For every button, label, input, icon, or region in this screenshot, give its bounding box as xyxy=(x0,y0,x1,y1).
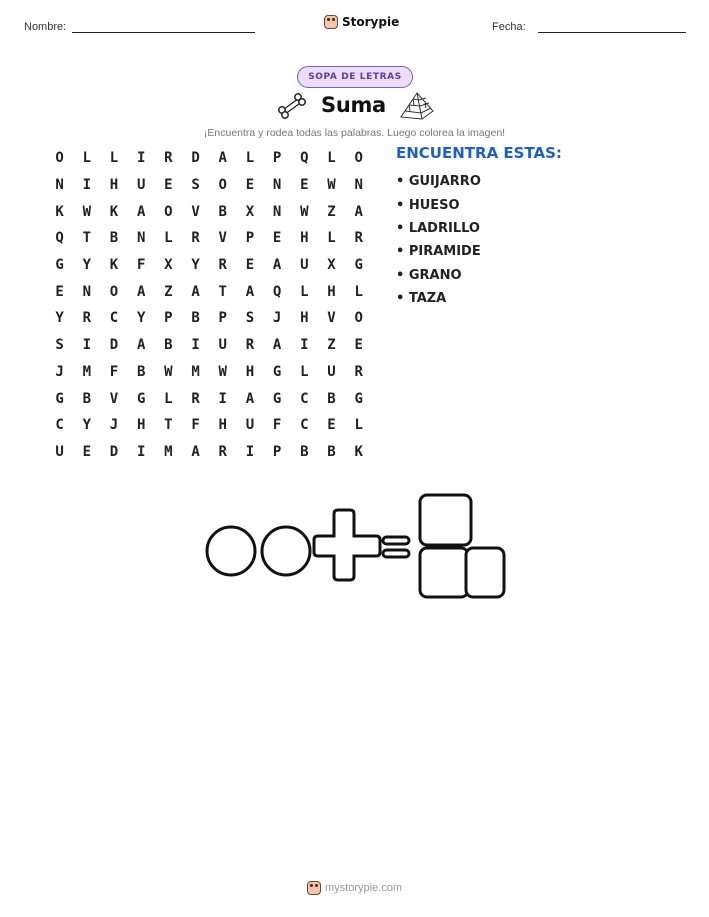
grid-cell[interactable]: B xyxy=(218,203,227,220)
grid-cell[interactable]: E xyxy=(245,257,255,274)
grid-cell[interactable]: Y xyxy=(136,310,146,327)
grid-cell[interactable]: A xyxy=(136,203,146,220)
grid-cell[interactable]: Q xyxy=(300,150,309,167)
grid-cell[interactable]: O xyxy=(55,150,64,167)
grid-cell[interactable]: G xyxy=(55,390,64,407)
grid-cell[interactable]: X xyxy=(164,257,173,274)
grid-cell[interactable]: P xyxy=(272,443,282,460)
grid-cell[interactable]: Y xyxy=(82,417,91,434)
equals-icon-bottom[interactable] xyxy=(383,550,409,557)
grid-cell[interactable]: B xyxy=(300,443,309,460)
grid-cell[interactable]: T xyxy=(218,283,227,300)
grid-cell[interactable]: I xyxy=(136,443,146,460)
word-item: • LADRILLO xyxy=(396,220,480,236)
coloring-image[interactable] xyxy=(200,490,510,605)
square-shape-top[interactable] xyxy=(420,495,471,545)
storypie-logo-icon xyxy=(307,881,321,895)
bone-icon xyxy=(277,92,309,120)
grid-cell[interactable]: I xyxy=(300,337,309,354)
grid-cell[interactable]: H xyxy=(327,283,336,300)
grid-cell[interactable]: V xyxy=(327,310,336,327)
grid-cell[interactable]: Y xyxy=(82,257,91,274)
grid-cell[interactable]: F xyxy=(136,257,146,274)
word-list-heading: ENCUENTRA ESTAS: xyxy=(396,144,562,162)
grid-cell[interactable]: A xyxy=(191,443,200,460)
plus-icon[interactable] xyxy=(314,510,380,580)
word-item: • TAZA xyxy=(396,291,447,307)
circle-shape-right[interactable] xyxy=(262,527,310,575)
grid-cell[interactable]: Z xyxy=(327,337,336,354)
grid-cell[interactable]: S xyxy=(191,177,200,194)
grid-cell[interactable]: A xyxy=(245,283,255,300)
grid-cell[interactable]: L xyxy=(109,150,119,167)
grid-cell[interactable]: W xyxy=(218,363,227,380)
word-item: • GUIJARRO xyxy=(396,174,481,190)
grid-cell[interactable]: G xyxy=(354,257,363,274)
grid-cell[interactable]: R xyxy=(82,310,91,327)
grid-cell[interactable]: E xyxy=(354,337,363,354)
grid-cell[interactable]: Y xyxy=(55,310,64,327)
grid-cell[interactable]: F xyxy=(272,417,282,434)
grid-cell[interactable]: W xyxy=(327,177,336,194)
grid-cell[interactable]: K xyxy=(354,443,363,460)
grid-cell[interactable]: M xyxy=(164,443,173,460)
grid-cell[interactable]: L xyxy=(300,363,309,380)
grid-cell[interactable]: A xyxy=(354,203,363,220)
grid-cell[interactable]: J xyxy=(109,417,119,434)
grid-cell[interactable]: L xyxy=(354,417,363,434)
grid-cell[interactable]: E xyxy=(272,230,282,247)
grid-cell[interactable]: E xyxy=(327,417,336,434)
grid-cell[interactable]: Q xyxy=(272,283,282,300)
grid-cell[interactable]: I xyxy=(191,337,200,354)
grid-cell[interactable]: I xyxy=(82,337,91,354)
grid-cell[interactable]: N xyxy=(55,177,64,194)
grid-cell[interactable]: E xyxy=(300,177,309,194)
grid-cell[interactable]: L xyxy=(354,283,363,300)
grid-cell[interactable]: Y xyxy=(191,257,200,274)
brand-logo xyxy=(324,15,399,29)
date-line[interactable] xyxy=(538,32,686,33)
grid-cell[interactable]: W xyxy=(82,203,91,220)
grid-cell[interactable]: G xyxy=(354,390,363,407)
grid-cell[interactable]: X xyxy=(245,203,255,220)
grid-cell[interactable]: O xyxy=(109,283,119,300)
footer-url[interactable]: mystorypie.com xyxy=(324,882,403,894)
footer xyxy=(0,881,709,895)
grid-cell[interactable]: E xyxy=(245,177,255,194)
grid-cell[interactable]: I xyxy=(136,150,146,167)
grid-cell[interactable]: R xyxy=(191,390,200,407)
grid-cell[interactable]: V xyxy=(191,203,200,220)
pyramid-icon xyxy=(398,91,436,121)
grid-cell[interactable]: O xyxy=(354,310,363,327)
grid-cell[interactable]: D xyxy=(109,337,119,354)
grid-cell[interactable]: P xyxy=(272,150,282,167)
equals-icon-top[interactable] xyxy=(383,537,409,544)
grid-cell[interactable]: R xyxy=(191,230,200,247)
grid-cell[interactable]: R xyxy=(164,150,173,167)
grid-cell[interactable]: B xyxy=(109,230,119,247)
grid-cell[interactable]: A xyxy=(272,337,282,354)
grid-cell[interactable]: F xyxy=(191,417,200,434)
grid-cell[interactable]: L xyxy=(164,230,173,247)
grid-cell[interactable]: L xyxy=(245,150,255,167)
grid-cell[interactable]: G xyxy=(55,257,64,274)
grid-cell[interactable]: J xyxy=(55,363,64,380)
grid-cell[interactable]: H xyxy=(109,177,119,194)
grid-cell[interactable]: P xyxy=(245,230,255,247)
grid-cell[interactable]: G xyxy=(272,363,282,380)
date-label: Fecha: xyxy=(492,21,526,33)
grid-cell[interactable]: U xyxy=(136,177,146,194)
grid-cell[interactable]: F xyxy=(109,363,119,380)
grid-cell[interactable]: O xyxy=(354,150,363,167)
grid-cell[interactable]: E xyxy=(55,283,64,300)
grid-cell[interactable]: Z xyxy=(327,203,336,220)
word-item: • PIRAMIDE xyxy=(396,244,481,260)
grid-cell[interactable]: Z xyxy=(164,283,173,300)
storypie-logo-icon xyxy=(324,15,338,29)
grid-cell[interactable]: I xyxy=(245,443,255,460)
grid-cell[interactable]: U xyxy=(245,417,255,434)
grid-cell[interactable]: C xyxy=(300,390,309,407)
grid-cell[interactable]: M xyxy=(191,363,200,380)
grid-cell[interactable]: S xyxy=(245,310,255,327)
grid-cell[interactable]: C xyxy=(109,310,119,327)
grid-cell[interactable]: K xyxy=(109,203,119,220)
grid-cell[interactable]: G xyxy=(272,390,282,407)
grid-cell[interactable]: U xyxy=(55,443,64,460)
grid-cell[interactable]: A xyxy=(136,283,146,300)
grid-cell[interactable]: N xyxy=(354,177,363,194)
grid-cell[interactable]: R xyxy=(354,230,363,247)
grid-cell[interactable]: E xyxy=(164,177,173,194)
grid-cell[interactable]: L xyxy=(164,390,173,407)
worksheet-type-badge: SOPA DE LETRAS xyxy=(297,66,413,88)
grid-cell[interactable]: B xyxy=(164,337,173,354)
grid-cell[interactable]: T xyxy=(82,230,91,247)
grid-cell[interactable]: H xyxy=(136,417,146,434)
grid-cell[interactable]: R xyxy=(354,363,363,380)
grid-cell[interactable]: A xyxy=(191,283,200,300)
grid-cell[interactable]: N xyxy=(272,203,282,220)
grid-cell[interactable]: M xyxy=(82,363,91,380)
grid-cell[interactable]: N xyxy=(136,230,146,247)
grid-cell[interactable]: P xyxy=(218,310,227,327)
grid-cell[interactable]: L xyxy=(300,283,309,300)
grid-cell[interactable]: B xyxy=(82,390,91,407)
grid-cell[interactable]: C xyxy=(55,417,64,434)
grid-cell[interactable]: L xyxy=(82,150,91,167)
grid-cell[interactable]: K xyxy=(55,203,64,220)
grid-cell[interactable]: L xyxy=(327,150,336,167)
grid-cell[interactable]: T xyxy=(164,417,173,434)
grid-cell[interactable]: V xyxy=(218,230,227,247)
grid-cell[interactable]: B xyxy=(327,443,336,460)
grid-cell[interactable]: R xyxy=(218,443,227,460)
grid-cell[interactable]: G xyxy=(136,390,146,407)
grid-cell[interactable]: H xyxy=(218,417,227,434)
grid-cell[interactable]: A xyxy=(136,337,146,354)
grid-cell[interactable]: W xyxy=(164,363,173,380)
grid-cell[interactable]: D xyxy=(191,150,200,167)
word-search-grid[interactable] xyxy=(46,145,372,465)
grid-cell[interactable]: L xyxy=(327,230,336,247)
worksheet-title: Suma xyxy=(321,93,386,117)
grid-cell[interactable]: U xyxy=(300,257,309,274)
grid-cell[interactable]: K xyxy=(109,257,119,274)
grid-cell[interactable]: R xyxy=(218,257,227,274)
grid-cell[interactable]: U xyxy=(218,337,227,354)
grid-cell[interactable]: A xyxy=(218,150,227,167)
grid-cell[interactable]: I xyxy=(82,177,91,194)
word-item: • HUESO xyxy=(396,197,460,213)
circle-shape-left[interactable] xyxy=(207,527,255,575)
grid-cell[interactable]: C xyxy=(300,417,309,434)
grid-cell[interactable]: D xyxy=(109,443,119,460)
grid-cell[interactable]: A xyxy=(245,390,255,407)
square-shape-bottom-right[interactable] xyxy=(466,548,504,597)
grid-cell[interactable]: X xyxy=(327,257,336,274)
grid-cell[interactable]: N xyxy=(82,283,91,300)
name-line[interactable] xyxy=(72,32,255,33)
grid-cell[interactable]: O xyxy=(218,177,227,194)
grid-cell[interactable]: H xyxy=(300,310,309,327)
grid-cell[interactable]: H xyxy=(300,230,309,247)
instructions: ¡Encuentra y rodea todas las palabras. Luego colorea la imagen! xyxy=(203,127,506,139)
word-item: • GRANO xyxy=(396,267,462,283)
grid-cell[interactable]: V xyxy=(109,390,119,407)
grid-cell[interactable]: S xyxy=(55,337,64,354)
brand-name: Storypie xyxy=(342,15,400,29)
grid-cell[interactable]: R xyxy=(245,337,255,354)
grid-cell[interactable]: I xyxy=(218,390,227,407)
grid-cell[interactable]: H xyxy=(245,363,255,380)
grid-cell[interactable]: A xyxy=(272,257,282,274)
grid-cell[interactable]: W xyxy=(300,203,309,220)
grid-cell[interactable]: J xyxy=(272,310,282,327)
grid-cell[interactable]: Q xyxy=(55,230,64,247)
name-label: Nombre: xyxy=(24,21,67,33)
grid-cell[interactable]: N xyxy=(272,177,282,194)
grid-cell[interactable]: E xyxy=(82,443,91,460)
grid-cell[interactable]: U xyxy=(327,363,336,380)
grid-cell[interactable]: P xyxy=(164,310,173,327)
grid-cell[interactable]: B xyxy=(191,310,200,327)
grid-cell[interactable]: B xyxy=(327,390,336,407)
word-list xyxy=(396,170,481,310)
grid-cell[interactable]: O xyxy=(164,203,173,220)
square-shape-bottom-left[interactable] xyxy=(420,548,468,597)
grid-cell[interactable]: B xyxy=(136,363,146,380)
